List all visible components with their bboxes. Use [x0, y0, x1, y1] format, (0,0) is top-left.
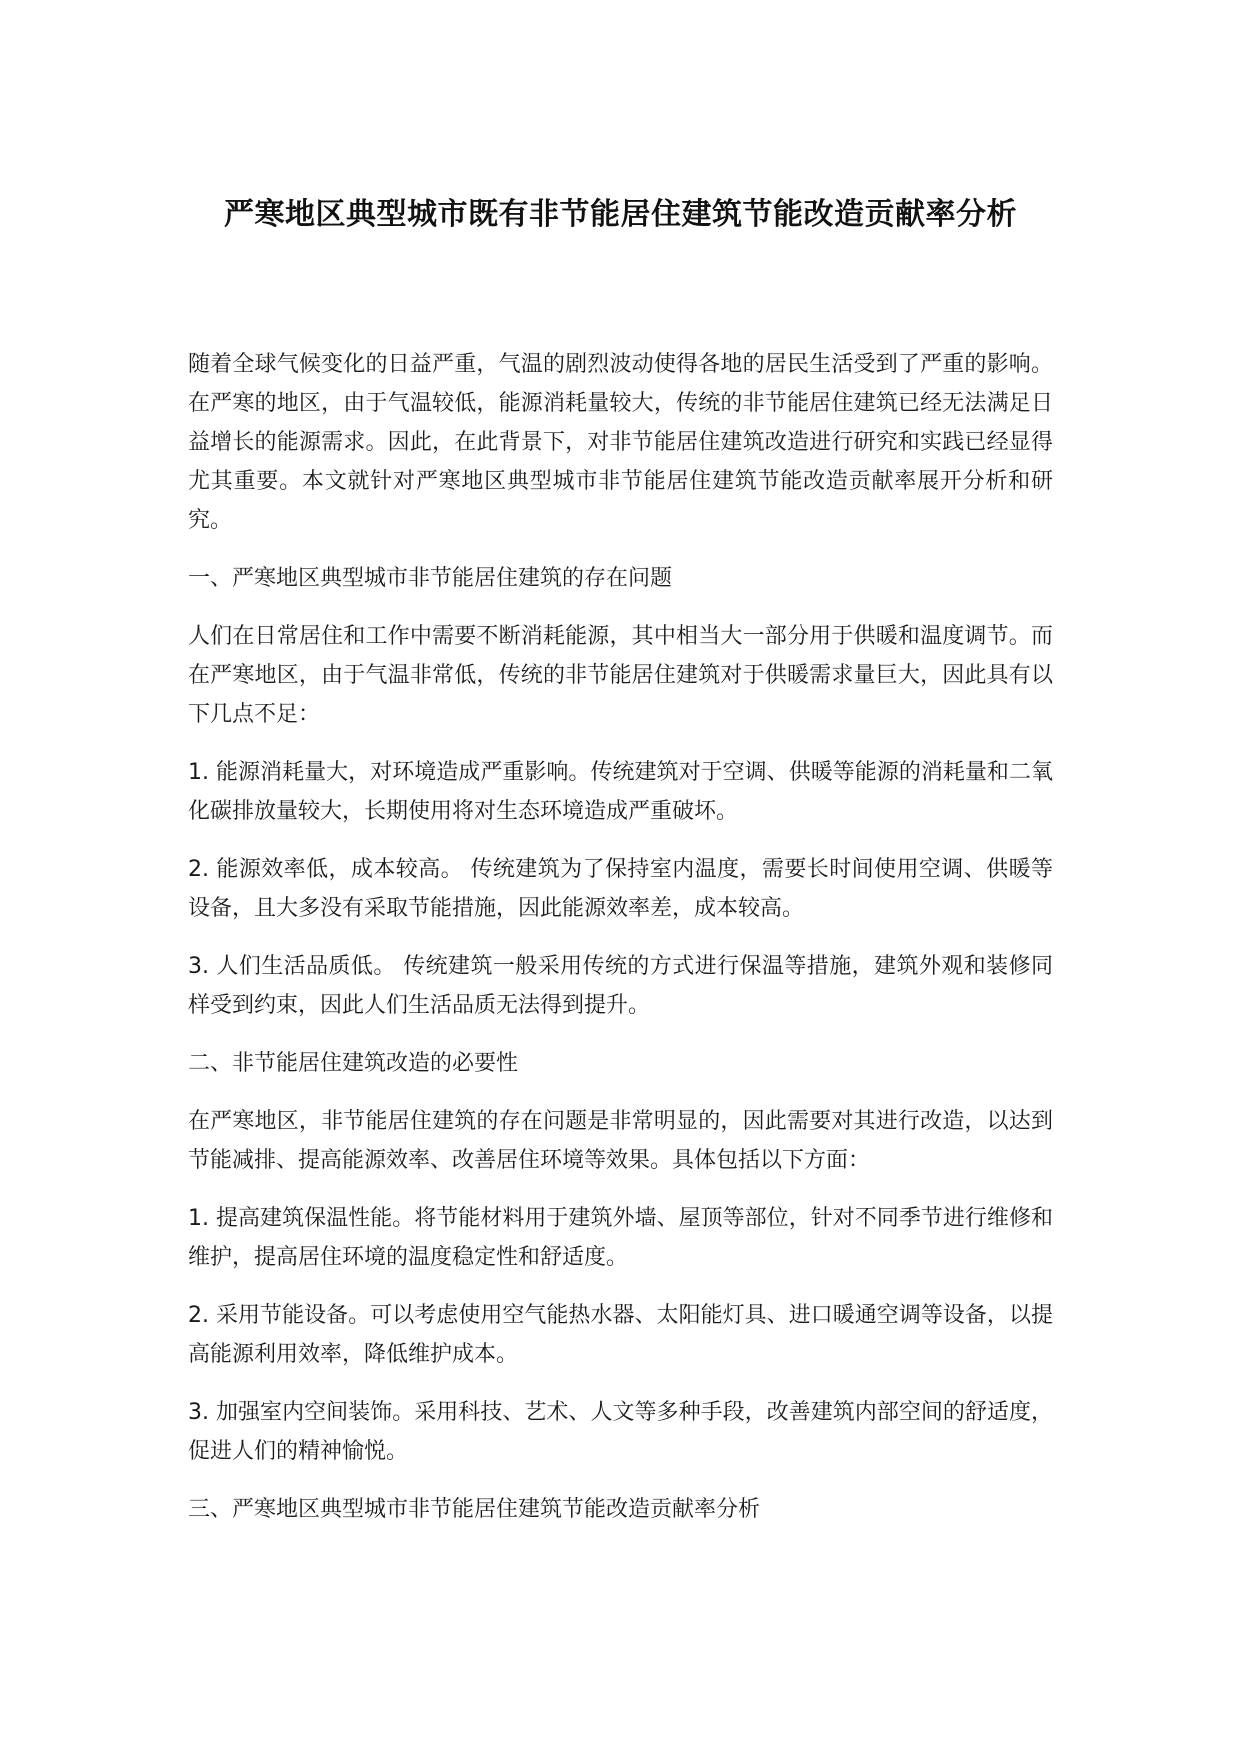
section-heading-1: 一、严寒地区典型城市非节能居住建筑的存在问题: [188, 566, 673, 591]
list-item: 2. 采用节能设备。可以考虑使用空气能热水器、太阳能灯具、进口暖通空调等设备，以提高能源利用效率，降低维护成本。: [188, 1303, 1053, 1367]
list-item: 2. 能源效率低，成本较高。 传统建筑为了保持室内温度，需要长时间使用空调、供暖等设备，且大多没有采取节能措施，因此能源效率差，成本较高。: [188, 857, 1053, 921]
section-heading-2: 二、非节能居住建筑改造的必要性: [188, 1051, 519, 1076]
paragraph: 在严寒地区，非节能居住建筑的存在问题是非常明显的，因此需要对其进行改造，以达到节能减排、提高能源效率、改善居住环境等效果。具体包括以下方面：: [188, 1109, 1053, 1173]
list-item: 3. 人们生活品质低。 传统建筑一般采用传统的方式进行保温等措施，建筑外观和装修同样受到约束，因此人们生活品质无法得到提升。: [188, 954, 1053, 1018]
list-item: 3. 加强室内空间装饰。采用科技、艺术、人文等多种手段，改善建筑内部空间的舒适度，促进人们的精神愉悦。: [188, 1400, 1053, 1464]
section-heading-3: 三、严寒地区典型城市非节能居住建筑节能改造贡献率分析: [188, 1497, 761, 1522]
list-item: 1. 提高建筑保温性能。将节能材料用于建筑外墙、屋顶等部位，针对不同季节进行维修和维护，提高居住环境的温度稳定性和舒适度。: [188, 1206, 1053, 1270]
paragraph: 人们在日常居住和工作中需要不断消耗能源，其中相当大一部分用于供暖和温度调节。而在严寒地区，由于气温非常低，传统的非节能居住建筑对于供暖需求量巨大，因此具有以下几点不足：: [188, 624, 1053, 727]
list-item: 1. 能源消耗量大，对环境造成严重影响。传统建筑对于空调、供暖等能源的消耗量和二氧化碳排放量较大，长期使用将对生态环境造成严重破坏。: [188, 760, 1053, 824]
intro-paragraph: 随着全球气候变化的日益严重，气温的剧烈波动使得各地的居民生活受到了严重的影响。在严寒的地区，由于气温较低，能源消耗量较大，传统的非节能居住建筑已经无法满足日益增长的能源需求。因此，在此背景下，对非节能居住建筑改造进行研究和实践已经显得尤其重要。本文就针对严寒地区典型城市非节能居住建筑节能改造贡献率展开分析和研究。: [188, 352, 1053, 533]
document-body: [188, 345, 1053, 1529]
document-title: 严寒地区典型城市既有非节能居住建筑节能改造贡献率分析: [224, 197, 1017, 232]
